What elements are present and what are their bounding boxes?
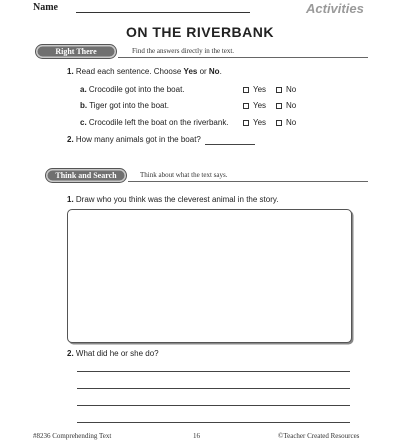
answer-line-4[interactable] (77, 422, 350, 423)
activities-label: Activities (306, 1, 364, 16)
period: . (219, 67, 222, 76)
think-question-2 (67, 349, 159, 358)
checkbox-yes-a[interactable] (243, 87, 249, 93)
item-text: Crocodile left the boat on the riverbank. (88, 118, 229, 127)
name-label: Name (33, 2, 58, 13)
yes-option-a[interactable] (243, 85, 266, 94)
page-number: 16 (193, 432, 200, 440)
footer-right: ©Teacher Created Resources (278, 432, 360, 440)
item-letter: c. (80, 118, 87, 127)
footer-left: #8236 Comprehending Text (33, 432, 112, 440)
section-instruction: Find the answers directly in the text. (132, 47, 235, 55)
section-instruction: Think about what the text says. (140, 171, 228, 179)
no-label: No (286, 101, 297, 110)
no-word: No (208, 67, 220, 76)
section-tab-right-there: Right There (36, 45, 116, 58)
answer-line-2[interactable] (77, 388, 350, 389)
item-letter: a. (80, 85, 87, 94)
section-rule (118, 57, 368, 58)
think-question-1 (67, 195, 279, 204)
item-text: Tiger got into the boat. (89, 101, 169, 110)
question-text: Draw who you think was the cleverest animal in the story. (75, 195, 279, 204)
no-option-a[interactable] (276, 85, 296, 94)
answer-line-3[interactable] (77, 405, 350, 406)
drawing-box[interactable] (67, 209, 352, 343)
question-2 (67, 135, 201, 144)
checkbox-yes-c[interactable] (243, 120, 249, 126)
yes-label: Yes (253, 118, 267, 127)
name-line[interactable] (76, 12, 250, 13)
question-1 (67, 67, 222, 76)
yes-label: Yes (253, 101, 267, 110)
checkbox-no-b[interactable] (276, 103, 282, 109)
page-title: ON THE RIVERBANK (125, 24, 274, 40)
item-c (80, 118, 229, 127)
yes-word: Yes (183, 67, 198, 76)
question-text: Read each sentence. Choose (75, 67, 184, 76)
no-option-c[interactable] (276, 118, 296, 127)
item-b (80, 101, 169, 110)
question-number: 2. (67, 135, 74, 144)
question-number: 1. (67, 195, 74, 204)
item-a (80, 85, 185, 94)
section-tab-think-and-search: Think and Search (46, 169, 126, 182)
item-letter: b. (80, 101, 88, 110)
yes-option-b[interactable] (243, 101, 266, 110)
question-number: 2. (67, 349, 74, 358)
no-label: No (286, 118, 297, 127)
no-label: No (286, 85, 297, 94)
or-word: or (197, 67, 209, 76)
yes-label: Yes (253, 85, 267, 94)
answer-line-1[interactable] (77, 371, 350, 372)
checkbox-no-a[interactable] (276, 87, 282, 93)
question-text: How many animals got in the boat? (75, 135, 201, 144)
answer-line-count[interactable] (205, 144, 255, 145)
no-option-b[interactable] (276, 101, 296, 110)
item-text: Crocodile got into the boat. (88, 85, 185, 94)
checkbox-yes-b[interactable] (243, 103, 249, 109)
section-rule (128, 181, 368, 182)
question-text: What did he or she do? (75, 349, 159, 358)
yes-option-c[interactable] (243, 118, 266, 127)
question-number: 1. (67, 67, 74, 76)
checkbox-no-c[interactable] (276, 120, 282, 126)
